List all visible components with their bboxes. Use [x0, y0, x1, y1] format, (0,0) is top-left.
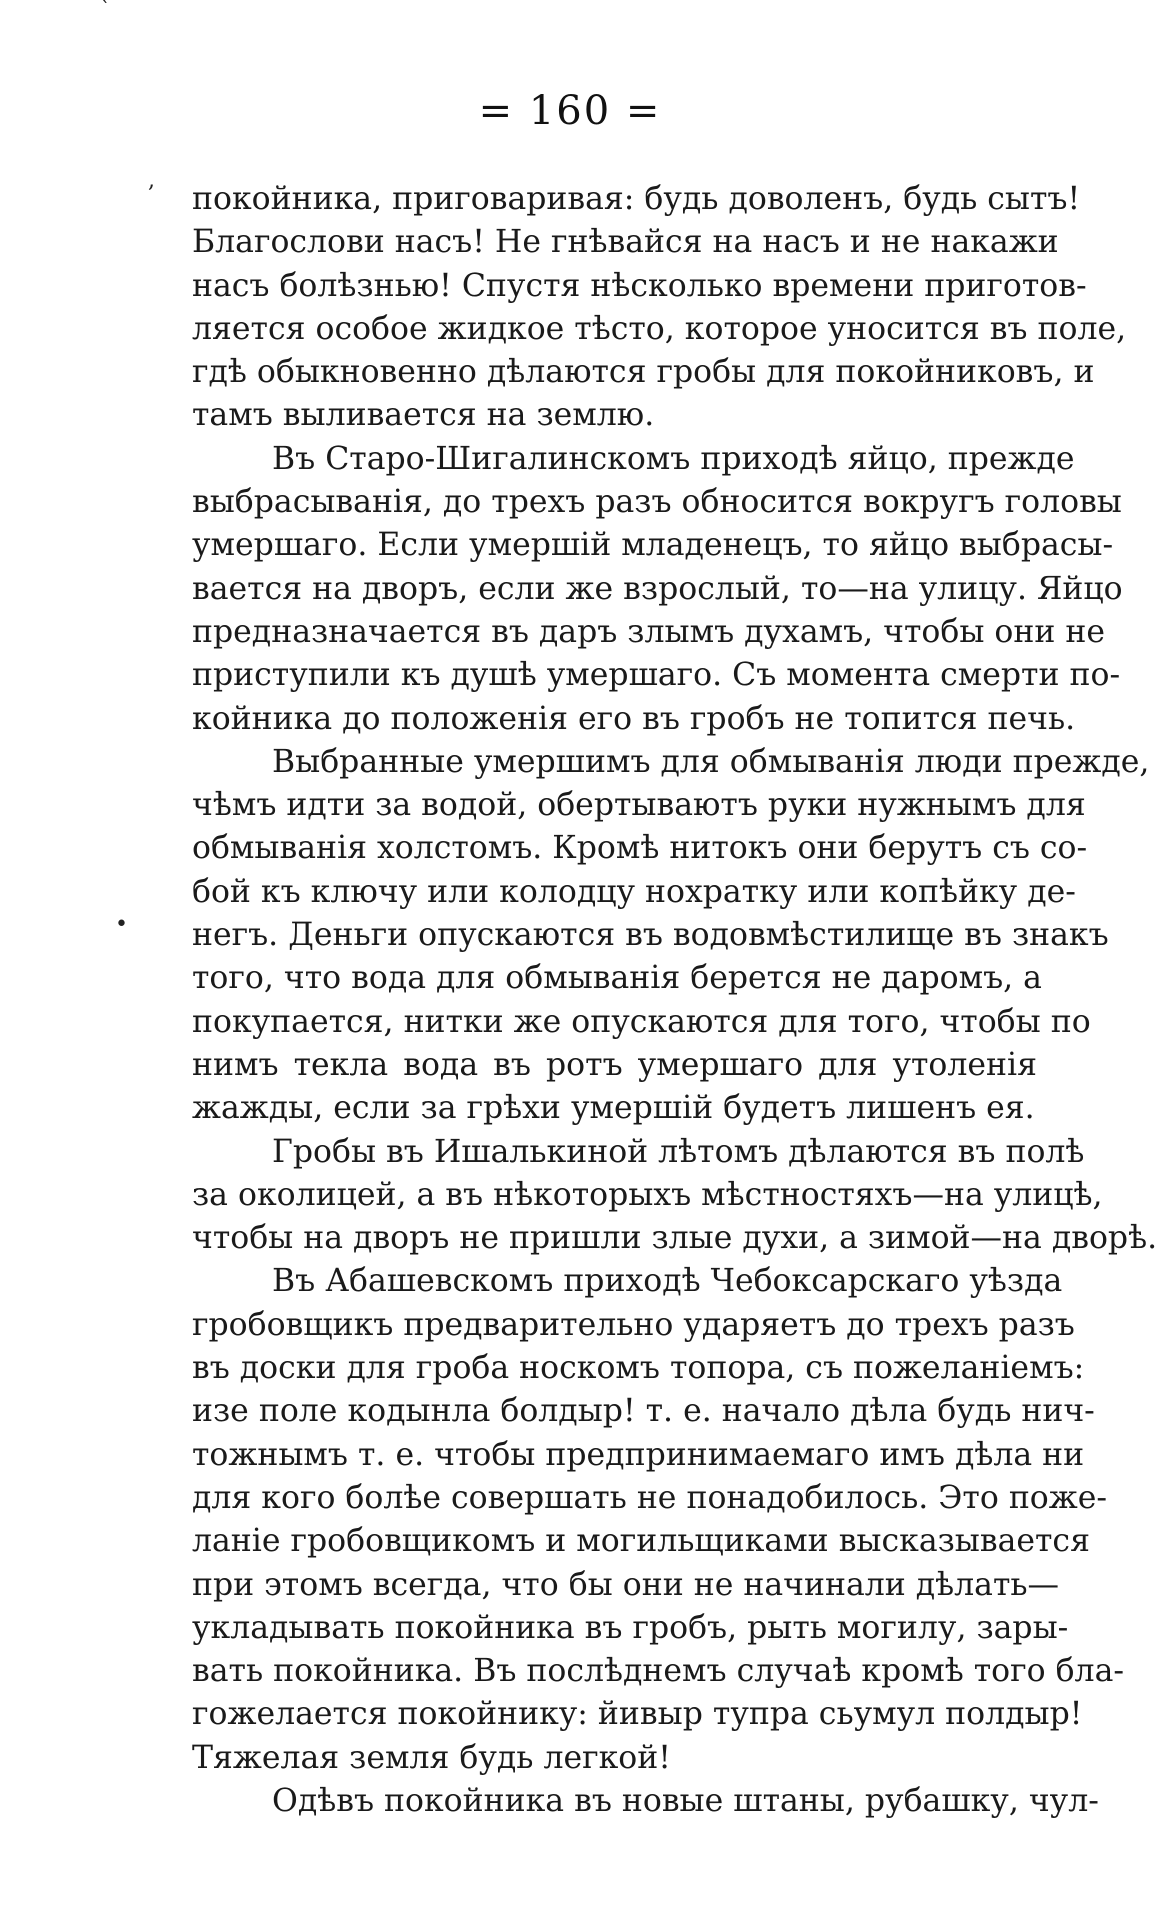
text-line: Одѣвъ покойника въ новые штаны, рубашку, чул-	[272, 1782, 1099, 1819]
text-line: предназначается въ даръ злымъ духамъ, чтобы они не	[192, 613, 1106, 650]
text-line: покупается, нитки же опускаются для того, чтобы по	[192, 1003, 1091, 1040]
text-line: для кого болѣе совершать не понадобилось. Это поже-	[192, 1479, 1108, 1516]
text-line: гожелается покойнику: йивыр тупра сьумул полдыр!	[192, 1696, 1083, 1733]
text-line: приступили къ душѣ умершаго. Съ момента смерти по-	[192, 657, 1121, 694]
text-line: ляется особое жидкое тѣсто, которое уносится въ поле,	[192, 310, 1127, 347]
text-line: вается на дворъ, если же взрослый, то—на улицу. Яйцо	[192, 570, 1123, 607]
text-line: выбрасыванія, до трехъ разъ обносится вокругъ головы	[192, 484, 1122, 521]
text-line: того, что вода для обмыванія берется не даромъ, а	[192, 960, 1042, 997]
text-line: тамъ выливается на землю.	[192, 397, 655, 434]
text-line: койника до положенія его въ гробъ не топится печь.	[192, 700, 1076, 737]
text-line: умершаго. Если умершій младенецъ, то яйцо выбрасы-	[192, 527, 1114, 564]
text-line: обмыванія холстомъ. Кромѣ нитокъ они берутъ съ со-	[192, 830, 1088, 867]
text-line: негъ. Деньги опускаются въ водовмѣстилище въ знакъ	[192, 917, 1109, 954]
text-line: гробовщикъ предварительно ударяетъ до трехъ разъ	[192, 1306, 1075, 1343]
page-number: = 160 =	[478, 88, 662, 134]
text-line: Въ Абашевскомъ приходѣ Чебоксарскаго уѣзда	[272, 1263, 1063, 1300]
text-line: за околицей, а въ нѣкоторыхъ мѣстностяхъ—на улицѣ,	[192, 1176, 1103, 1213]
text-line: Въ Старо-Шигалинскомъ приходѣ яйцо, прежде	[272, 440, 1075, 477]
text-line: гдѣ обыкновенно дѣлаются гробы для покойниковъ, и	[192, 354, 1095, 391]
text-line: Тяжелая земля будь легкой!	[192, 1739, 671, 1776]
text-line: чѣмъ идти за водой, обертываютъ руки нужнымъ для	[192, 787, 1086, 824]
text-line: Благослови насъ! Не гнѣвайся на насъ и не накажи	[192, 224, 1059, 261]
text-line: насъ болѣзнью! Спустя нѣсколько времени приготов-	[192, 267, 1087, 304]
margin-mark: `	[100, 0, 111, 23]
text-line: изе поле кодынла болдыр! т. е. начало дѣла будь нич-	[192, 1393, 1095, 1430]
text-line: Гробы въ Ишалькиной лѣтомъ дѣлаются въ полѣ	[272, 1133, 1085, 1170]
text-line: нимъ текла вода въ ротъ умершаго для утоленія	[192, 1046, 1037, 1083]
text-line: при этомъ всегда, что бы они не начинали дѣлать—	[192, 1566, 1060, 1603]
text-line: Выбранные умершимъ для обмыванія люди прежде,	[272, 743, 1150, 780]
text-line: чтобы на дворъ не пришли злые духи, а зимой—на дворѣ.	[192, 1220, 1157, 1257]
margin-mark: ,	[148, 168, 155, 193]
body-text	[192, 178, 1157, 1823]
text-line: тожнымъ т. е. чтобы предпринимаемаго имъ дѣла ни	[192, 1436, 1085, 1473]
text-line: жажды, если за грѣхи умершій будетъ лишенъ ея.	[192, 1090, 1035, 1127]
text-line: укладывать покойника въ гробъ, рыть могилу, зары-	[192, 1609, 1069, 1646]
text-line: бой къ ключу или колодцу нохратку или копѣйку де-	[192, 873, 1076, 910]
text-line: вать покойника. Въ послѣднемъ случаѣ кромѣ того бла-	[192, 1653, 1124, 1690]
text-line: ланіе гробовщикомъ и могильщиками высказывается	[192, 1523, 1090, 1560]
text-line: покойника, приговаривая: будь доволенъ, будь сытъ!	[192, 181, 1081, 217]
text-line: въ доски для гроба носкомъ топора, съ пожеланіемъ:	[192, 1350, 1085, 1387]
margin-mark: •	[115, 912, 128, 937]
